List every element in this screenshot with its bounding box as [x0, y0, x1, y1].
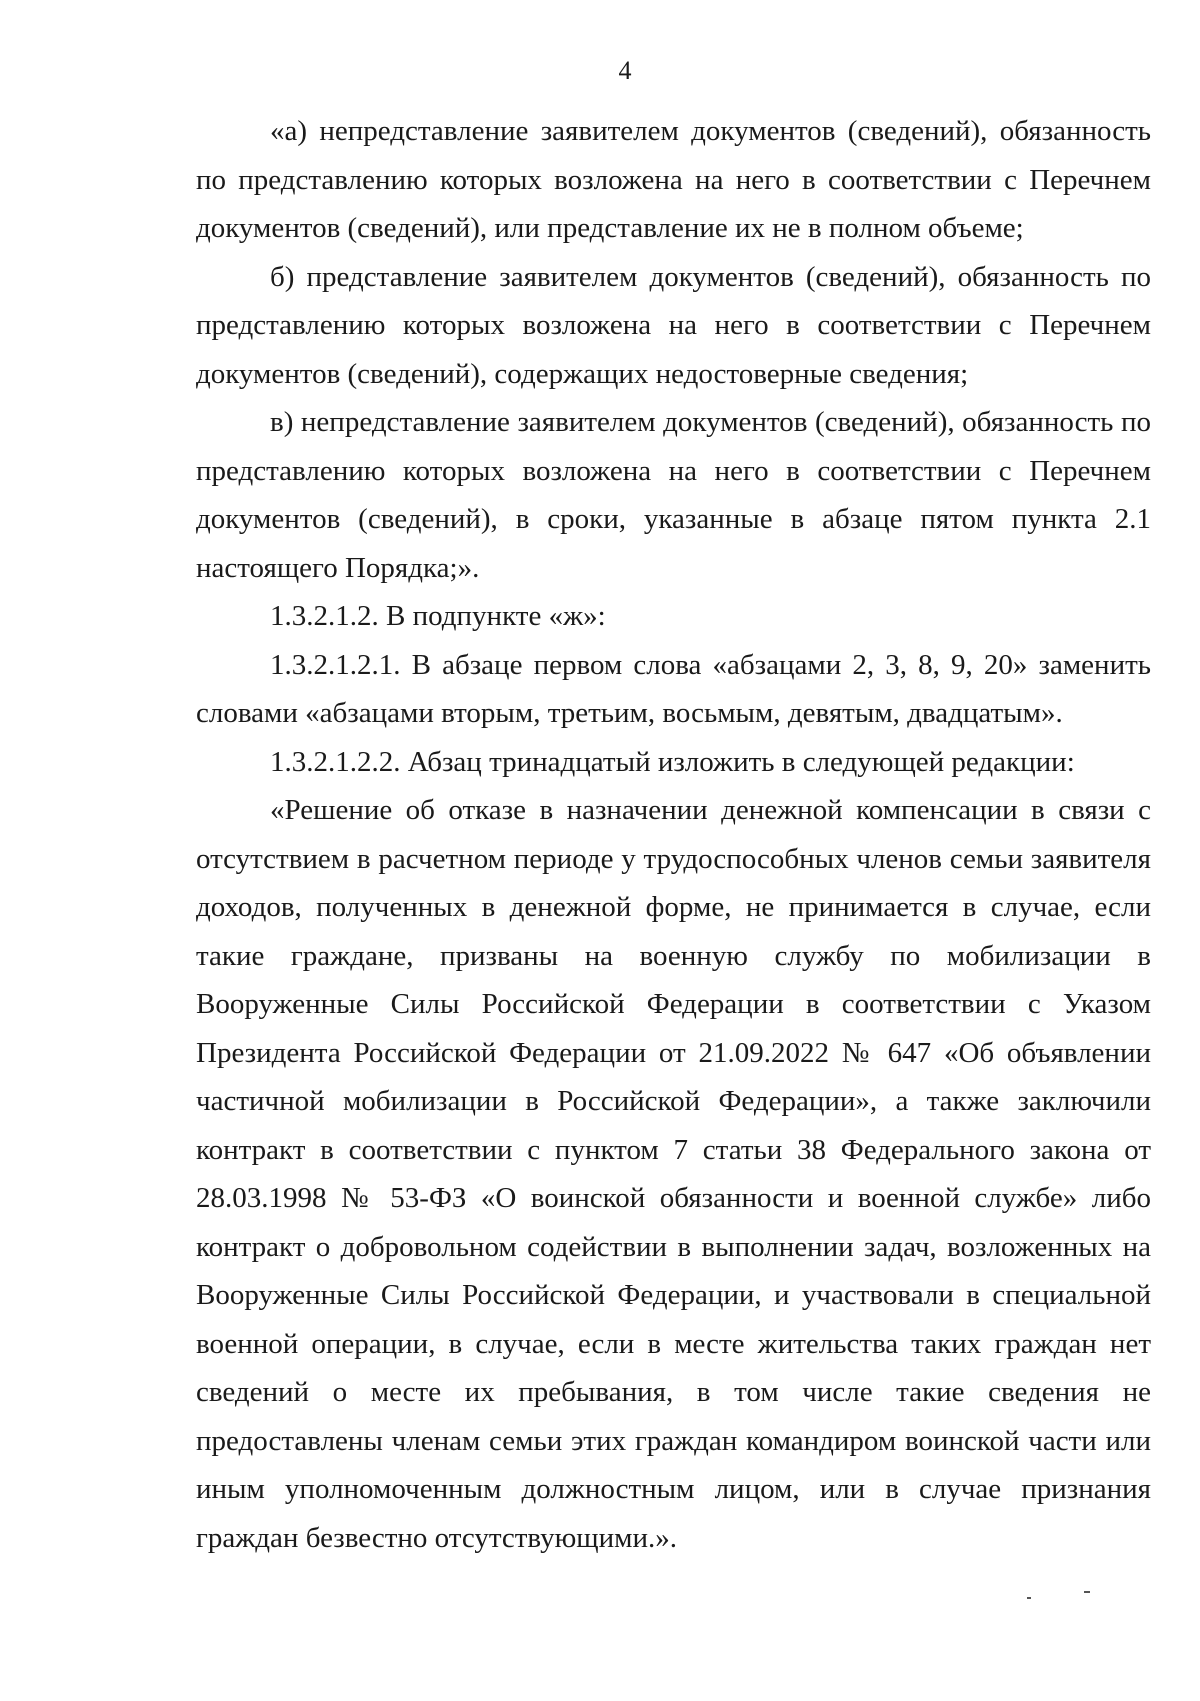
paragraph-subpoint-zh: 1.3.2.1.2. В подпункте «ж»:	[270, 600, 606, 632]
paragraph-a: «а) непредставление заявителем документов (сведений), обязанность по представлению которых возложена на него в соответствии с Перечнем документов (сведений), или представление их не в полном объеме;	[196, 115, 1151, 244]
page-number: 4	[618, 56, 632, 85]
paragraph-1-3-2-1-2-2: 1.3.2.1.2.2. Абзац тринадцатый изложить в следующей редакции:	[270, 745, 1075, 778]
paragraph-v: в) непредставление заявителем документов (сведений), обязанность по представлению которых возложена на него в соответствии с Перечнем документов (сведений), в сроки, указанные в абзаце пятом пункта 2.1 настоящего Порядка;».	[196, 406, 1151, 584]
scan-artifact-mark	[1084, 1591, 1090, 1593]
scan-artifact-mark	[1027, 1597, 1031, 1599]
paragraph-b: б) представление заявителем документов (сведений), обязанность по представлению которых возложена на него в соответствии с Перечнем документов (сведений), содержащих недостоверные сведения;	[196, 260, 1151, 390]
paragraph-1-3-2-1-2-1: 1.3.2.1.2.1. В абзаце первом слова «абзацами 2, 3, 8, 9, 20» заменить словами «абзацами вторым, третьим, восьмым, девятым, двадцатым».	[196, 648, 1151, 729]
document-body	[196, 107, 1151, 1562]
paragraph-new-wording: «Решение об отказе в назначении денежной компенсации в связи с отсутствием в расчетном периоде у трудоспособных членов семьи заявителя доходов, полученных в денежной форме, не принимается в случае, если такие граждане, призваны на военную службу по мобилизации в Вооруженные Силы Российской Федерации в соответствии с Указом Президента Российской Федерации от 21.09.2022 № 647 «Об объявлении частичной мобилизации в Российской Федерации», а также заключили контракт в соответствии с пунктом 7 статьи 38 Федерального закона от 28.03.1998 № 53-ФЗ «О воинской обязанности и военной службе» либо контракт о добровольном содействии в выполнении задач, возложенных на Вооруженные Силы Российской Федерации, и участвовали в специальной военной операции, в случае, если в месте жительства таких граждан нет сведений о месте их пребывания, в том числе такие сведения не предоставлены членам семьи этих граждан командиром воинской части или иным уполномоченным должностным лицом, или в случае признания граждан безвестно отсутствующими.».	[196, 794, 1151, 1554]
